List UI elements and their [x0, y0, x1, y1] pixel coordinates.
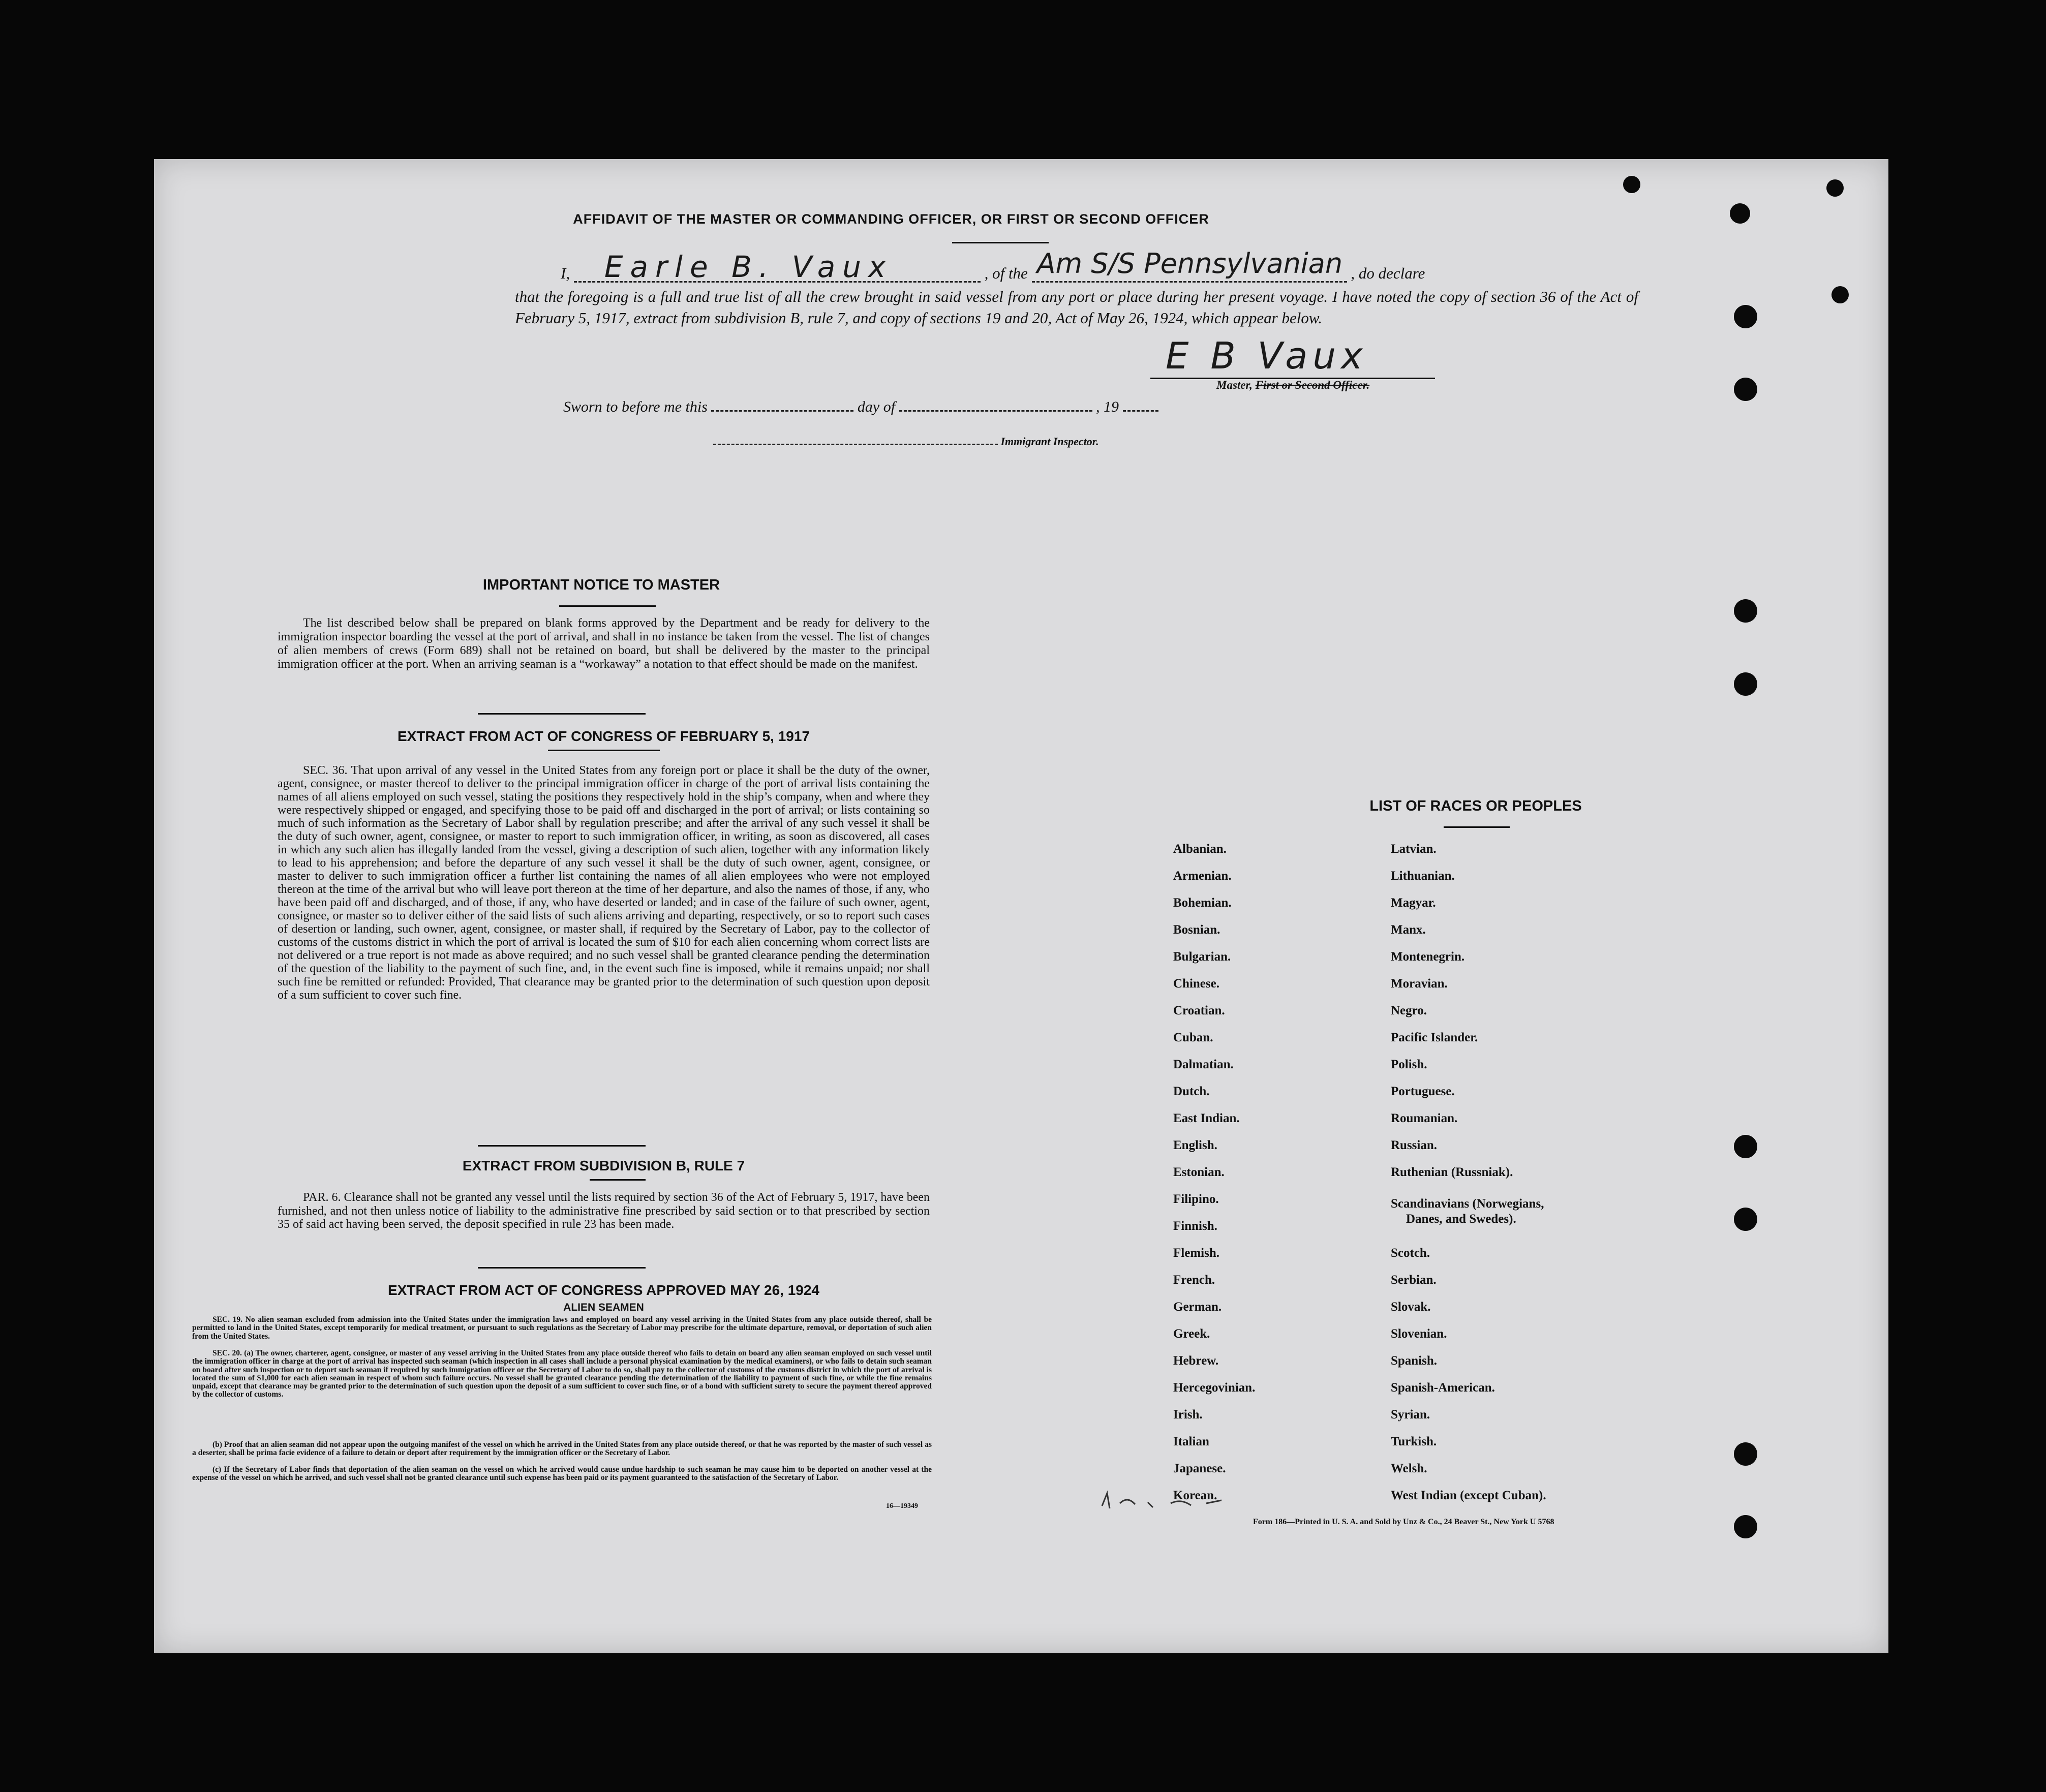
- race-item: Latvian.: [1391, 842, 1437, 856]
- race-item: Estonian.: [1173, 1165, 1225, 1179]
- race-item: Spanish-American.: [1391, 1381, 1495, 1395]
- race-item: Danes, and Swedes).: [1406, 1212, 1516, 1226]
- sworn-day-label: day of: [857, 398, 896, 415]
- signature-caption: [1216, 379, 1369, 392]
- sworn-year-label: , 19: [1096, 398, 1119, 415]
- races-heading: LIST OF RACES OR PEOPLES: [1369, 798, 1582, 814]
- race-item: Negro.: [1391, 1004, 1427, 1017]
- race-item: Armenian.: [1173, 869, 1232, 883]
- declaration-middle: , of the: [984, 264, 1028, 282]
- race-item: Finnish.: [1173, 1219, 1217, 1233]
- race-item: Italian: [1173, 1435, 1209, 1448]
- binder-hole: [1734, 672, 1757, 696]
- extract-1917-body: SEC. 36. That upon arrival of any vessel in the United States from any foreign port or place it shall be the duty of the owner, agent, consignee, or master thereof to deliver to the principal immigration officer in charge of the port of arrival lists containing the names of all aliens employed on such vessel, stating the positions they respectively hold in the ship’s company, when and where they were respectively shipped or engaged, and specifying those to be paid off and discharged in the port of arrival; or lists containing so much of such information as the Secretary of Labor shall by regulation prescribe; and after the arrival of any such vessel it shall be the duty of such owner, agent, consignee, or master to report to such immigration officer, in writing, as soon as discovered, all cases in which any such alien has illegally landed from the vessel, giving a description of such alien, together with any information likely to lead to his apprehension; and before the departure of any such vessel it shall be the duty of such owner, agent, consignee, or master to deliver to such immigration officer a further list containing the names of all alien employees who were not employed thereon at the time of the arrival but who will leave port thereon at the time of her departure, and also the names of those, if any, who have been paid off and discharged, and of those, if any, who have deserted or landed; and in case of the failure of such owner, agent, consignee, or master so to deliver either of the said lists of such aliens arriving and departing, respectively, or so to report such cases of desertion or landing, such owner, agent, consignee, or master shall, if required by the Secretary of Labor, pay to the collector of customs of the customs district in which the port of arrival is located the sum of $10 for each alien concerning whom correct lists are not delivered or a true report is not made as above required; and no such vessel shall be granted clearance pending the determination of the question of the liability to the payment of such fine, and, in the event such fine is imposed, while it remains unpaid; nor shall such fine be remitted or refunded: Provided, That clearance may be granted prior to the determination of such question upon deposit of a sum sufficient to cover such fine.: [278, 764, 930, 1002]
- extract-1924-heading: EXTRACT FROM ACT OF CONGRESS APPROVED MAY 26, 1924: [388, 1282, 819, 1298]
- binder-hole: [1730, 203, 1750, 224]
- sworn-date-field: [711, 398, 853, 412]
- race-item: Roumanian.: [1391, 1111, 1458, 1125]
- declaration-line: [561, 248, 1638, 284]
- race-item: German.: [1173, 1300, 1222, 1314]
- race-item: Hebrew.: [1173, 1354, 1219, 1368]
- race-item: Moravian.: [1391, 977, 1448, 991]
- rule7-heading: EXTRACT FROM SUBDIVISION B, RULE 7: [462, 1158, 745, 1173]
- extract-1917-heading: EXTRACT FROM ACT OF CONGRESS OF FEBRUARY 5, 1917: [397, 728, 810, 744]
- inspector-signature-field: [713, 434, 998, 445]
- race-item: Bohemian.: [1173, 896, 1232, 910]
- race-item: Flemish.: [1173, 1246, 1219, 1260]
- race-item: Croatian.: [1173, 1004, 1225, 1017]
- binder-hole: [1734, 1135, 1757, 1158]
- race-item: Serbian.: [1391, 1273, 1437, 1287]
- extract-1917-rule: [548, 750, 660, 751]
- race-item: Syrian.: [1391, 1408, 1430, 1422]
- race-item: Ruthenian (Russniak).: [1391, 1165, 1513, 1179]
- sworn-line: [563, 398, 1158, 416]
- affidavit-title: AFFIDAVIT OF THE MASTER OR COMMANDING OFFICER, OR FIRST OR SECOND OFFICER: [573, 211, 1209, 227]
- race-item: Manx.: [1391, 923, 1426, 937]
- binder-hole: [1826, 179, 1844, 197]
- race-item: East Indian.: [1173, 1111, 1240, 1125]
- sec20b-text: (b) Proof that an alien seaman did not appear upon the outgoing manifest of the vessel on which he arrived in the United States from any place outside thereof, or that he was reported by the master of such vessel as a deserter, shall be prima facie evidence of a failure to detain or deport after requirement by the immigration officer or the Secretary of Labor.: [192, 1440, 932, 1458]
- document-page: [154, 159, 1888, 1653]
- sworn-year-field: [1123, 398, 1158, 412]
- binder-hole: [1623, 176, 1640, 193]
- binder-hole: [1734, 1515, 1757, 1538]
- binder-hole: [1734, 1442, 1757, 1466]
- race-item: Scandinavians (Norwegians,: [1391, 1197, 1544, 1211]
- rule7-rule-bottom: [478, 1267, 646, 1269]
- vessel-handwriting: Am S/S Pennsylvanian: [1036, 248, 1343, 280]
- vessel-field: [1032, 248, 1347, 283]
- race-item: Slovenian.: [1391, 1327, 1447, 1341]
- race-item: Korean.: [1173, 1489, 1217, 1502]
- binder-hole: [1734, 378, 1757, 401]
- race-item: Hercegovinian.: [1173, 1381, 1256, 1395]
- printer-footer: Form 186—Printed in U. S. A. and Sold by Unz & Co., 24 Beaver St., New York U 5768: [1253, 1518, 1554, 1526]
- sworn-month-field: [899, 398, 1092, 412]
- declaration-prefix: I,: [561, 264, 570, 282]
- race-item: Dutch.: [1173, 1085, 1210, 1098]
- race-item: Spanish.: [1391, 1354, 1438, 1368]
- races-rule: [1444, 826, 1510, 828]
- race-item: Montenegrin.: [1391, 950, 1465, 964]
- race-item: French.: [1173, 1273, 1215, 1287]
- signature-caption-master: Master,: [1216, 379, 1253, 391]
- master-name-field: [574, 250, 981, 284]
- race-item: Chinese.: [1173, 977, 1219, 991]
- extract-1917-rule-bottom: [478, 1145, 646, 1147]
- race-item: Welsh.: [1391, 1462, 1427, 1475]
- race-item: Turkish.: [1391, 1435, 1437, 1448]
- declaration-suffix: , do declare: [1351, 264, 1425, 282]
- sec20c-text: (c) If the Secretary of Labor finds that deportation of the alien seaman on the vessel on which he arrived would cause undue hardship to such seaman he may cause him to be deported on another vessel at the expense of the vessel on which he arrived, and such vessel shall not be granted clearance until such expense has been paid or its payment guaranteed to the satisfaction of the Secretary of Labor.: [192, 1465, 932, 1482]
- rule7-rule: [590, 1179, 646, 1181]
- binder-hole: [1734, 305, 1757, 328]
- rule7-body: PAR. 6. Clearance shall not be granted any vessel until the lists required by section 36 of the Act of February 5, 1917, have been furnished, and not then unless notice of liability to the administrative fine prescribed by said section or to that prescribed by section 35 of said act having been served, the deposit specified in rule 23 has been made.: [278, 1191, 930, 1231]
- race-item: Bosnian.: [1173, 923, 1220, 937]
- master-signature: E B Vaux: [1166, 334, 1368, 377]
- sec19-text: SEC. 19. No alien seaman excluded from admission into the United States under the immigration laws and employed on board any vessel arriving in the United States from any place outside thereof, shall be permitted to land in the United States, except temporarily for medical treatment, or pursuant to such regulations as the Secretary of Labor may prescribe for the ultimate departure, removal, or deportation of such alien from the United States.: [192, 1315, 932, 1341]
- notice-rule-bottom: [478, 713, 646, 715]
- race-item: Filipino.: [1173, 1192, 1219, 1206]
- race-item: Magyar.: [1391, 896, 1436, 910]
- race-item: Albanian.: [1173, 842, 1227, 856]
- race-item: Scotch.: [1391, 1246, 1430, 1260]
- master-name-handwriting: Earle B. Vaux: [604, 250, 893, 284]
- race-item: Greek.: [1173, 1327, 1210, 1341]
- inspector-label: Immigrant Inspector.: [1000, 435, 1099, 448]
- race-item: Japanese.: [1173, 1462, 1226, 1475]
- binder-hole: [1734, 599, 1757, 623]
- form-number: 16—19349: [886, 1502, 918, 1510]
- race-item: Dalmatian.: [1173, 1058, 1234, 1071]
- inspector-line: [713, 434, 1099, 448]
- title-rule: [952, 242, 1049, 243]
- race-item: Pacific Islander.: [1391, 1031, 1478, 1044]
- pen-scribble-mark: [1100, 1488, 1232, 1513]
- notice-body: The list described below shall be prepared on blank forms approved by the Department and be ready for delivery to the immigration inspector boarding the vessel at the port of arrival, and shall in no instance be taken from the vessel. The list of changes of alien members of crews (Form 689) shall not be retained on board, but shall be delivered by the master to the principal immigration officer at the port. When an arriving seaman is a “workaway” a notation to that effect should be made on the manifest.: [278, 616, 930, 671]
- race-item: Cuban.: [1173, 1031, 1213, 1044]
- race-item: Irish.: [1173, 1408, 1203, 1422]
- binder-hole: [1734, 1208, 1757, 1231]
- race-item: English.: [1173, 1138, 1217, 1152]
- race-item: Slovak.: [1391, 1300, 1431, 1314]
- race-item: Bulgarian.: [1173, 950, 1231, 964]
- race-item: Portuguese.: [1391, 1085, 1455, 1098]
- notice-heading: IMPORTANT NOTICE TO MASTER: [482, 577, 720, 593]
- extract-1924-subheading: ALIEN SEAMEN: [563, 1302, 644, 1313]
- signature-caption-struck: First or Second Officer.: [1255, 379, 1370, 391]
- declaration-body: that the foregoing is a full and true list of all the crew brought in said vessel from any port or place during her present voyage. I have noted the copy of section 36 of the Act of February 5, 1917, extract from subdivision B, rule 7, and copy of sections 19 and 20, Act of May 26, 1924, which appear below.: [515, 288, 1638, 327]
- notice-rule: [559, 605, 656, 607]
- race-item: Russian.: [1391, 1138, 1438, 1152]
- race-item: Lithuanian.: [1391, 869, 1455, 883]
- race-item: Polish.: [1391, 1058, 1427, 1071]
- binder-hole: [1831, 286, 1849, 303]
- race-item: West Indian (except Cuban).: [1391, 1489, 1546, 1502]
- sec20a-text: SEC. 20. (a) The owner, charterer, agent, consignee, or master of any vessel arriving in the United States from any place outside thereof who fails to detain on board any alien seaman employed on such vessel until the immigration officer in charge at the port of arrival has inspected such seaman (which inspection in all cases shall include a personal physical examination by the medical examiners), or who fails to detain such seaman on board after such inspection or to deport such seaman if required by such immigration officer or the Secretary of Labor to do so, shall pay to the collector of customs of the customs district in which the port of arrival is located the sum of $1,000 for each alien seaman in respect of whom such failure occurs. No vessel shall be granted clearance pending the determination of the liability to payment of such fine, or while the fine remains unpaid, except that clearance may be granted prior to the determination of such question upon the deposit of a sum sufficient to cover such fine, or of a bond with sufficient surety to secure the payment thereof approved by the collector of customs.: [192, 1349, 932, 1399]
- sworn-prefix: Sworn to before me this: [563, 398, 708, 415]
